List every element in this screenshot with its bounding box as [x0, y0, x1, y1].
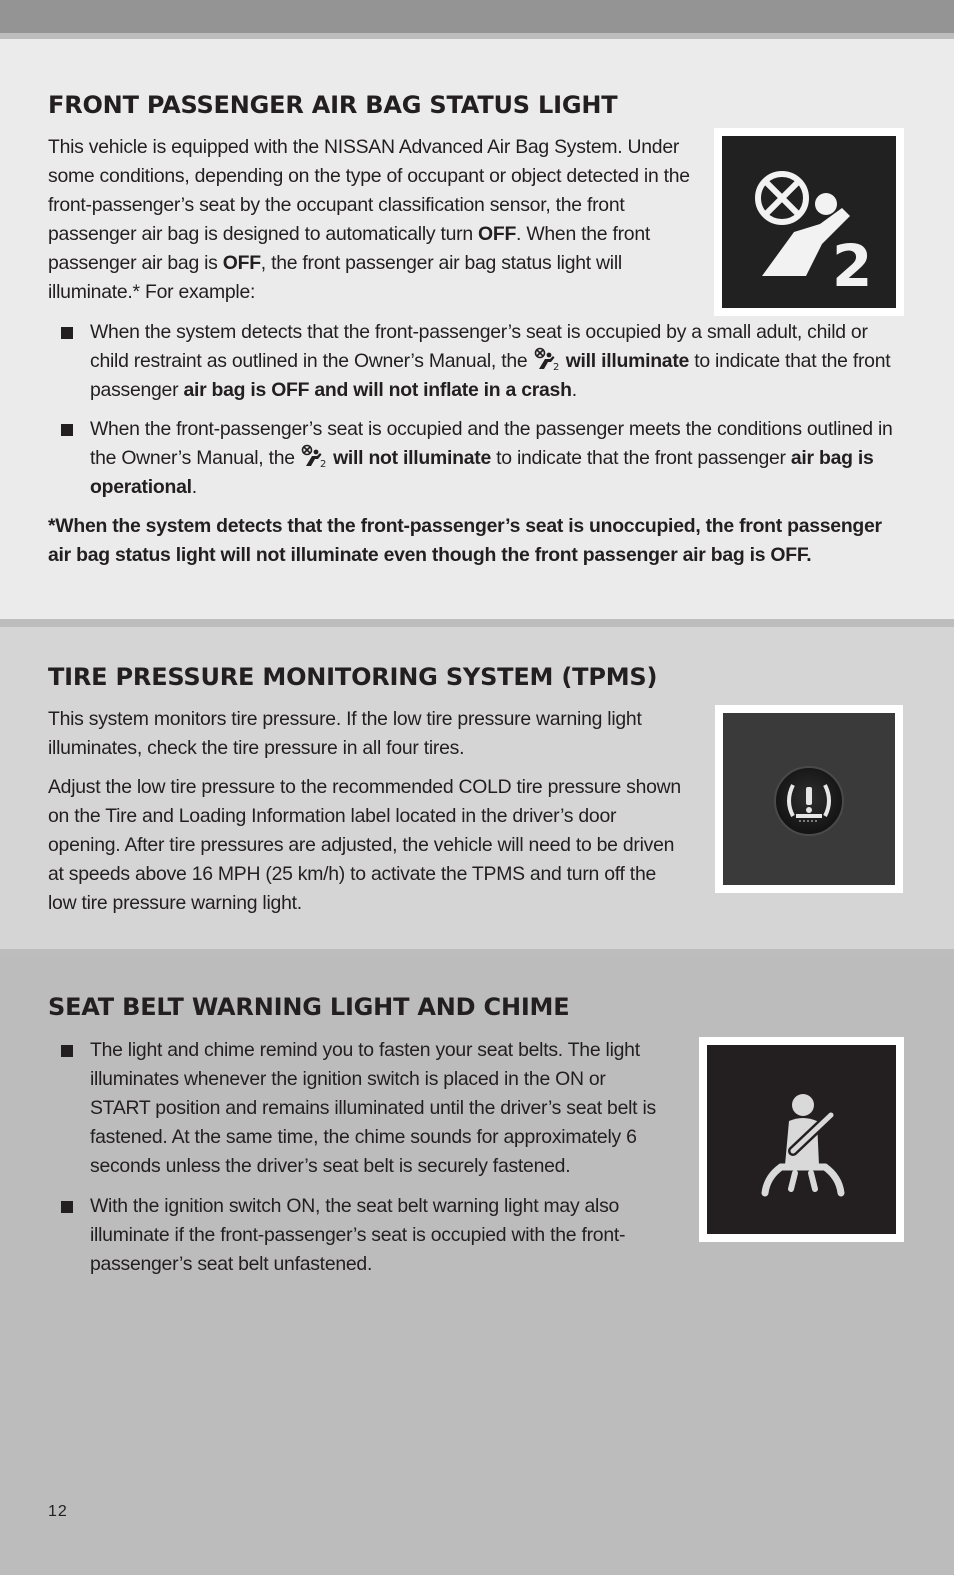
svg-text:2: 2 — [552, 362, 559, 371]
seatbelt-bullet-2: With the ignition switch ON, the seat belt warning light may also illuminate if the front-passenger’s seat is occupied with the front-passenger’s seat belt unfastened. — [90, 1192, 670, 1279]
seatbelt-bullet-1: The light and chime remind you to fasten your seat belts. The light illuminates whenever the ignition switch is placed in the ON or START position and remains illuminated until the driver’s seat belt is fastened. At the same time, the chime sounds for approximately 6 seconds unless the driver’s seat belt is securely fastened. — [90, 1036, 670, 1181]
airbag-note: *When the system detects that the front-passenger’s seat is unoccupied, the front passenger air bag status light will not illuminate even though the front passenger air bag is OFF. — [48, 515, 882, 566]
passenger-airbag-off-icon — [533, 347, 561, 371]
tpms-section — [0, 627, 954, 949]
airbag-intro: This vehicle is equipped with the NISSAN Advanced Air Bag System. Under some conditions, depending on the type of occupant or object detected in the front-passenger’s seat by the occupant classification sensor, the front passenger air bag is designed to automatically turn OFF. When the front passenger air bag is OFF, the front passenger air bag status light will illuminate.* For example: — [48, 136, 690, 303]
airbag-title: FRONT PASSENGER AIR BAG STATUS LIGHT — [48, 91, 618, 119]
seatbelt-light-image — [699, 1037, 904, 1242]
airbag-bullet-1: When the system detects that the front-passenger’s seat is occupied by a small adult, child or child restraint as outlined in the Owner’s Manual, the 2 will illuminate to indicate that the front passenger air bag is OFF and will not inflate in a crash. — [90, 318, 905, 405]
bullet-marker — [61, 424, 73, 436]
seat-belt-warning-icon — [707, 1045, 896, 1234]
seatbelt-title: SEAT BELT WARNING LIGHT AND CHIME — [48, 993, 570, 1021]
svg-text:2: 2 — [319, 459, 327, 468]
tpms-paragraph-1: This system monitors tire pressure. If the low tire pressure warning light illuminates, check the tire pressure in all four tires. — [48, 708, 642, 759]
tpms-light-image — [715, 705, 903, 893]
passenger-airbag-off-icon — [722, 136, 896, 308]
top-bar — [0, 0, 954, 33]
tire-pressure-warning-icon — [723, 713, 895, 885]
passenger-airbag-off-icon — [300, 444, 328, 468]
page-number: 12 — [48, 1503, 68, 1520]
bullet-marker — [61, 1201, 73, 1213]
bullet-marker — [61, 327, 73, 339]
airbag-light-image — [714, 128, 904, 316]
seatbelt-section — [0, 958, 954, 1575]
svg-text:2: 2 — [832, 232, 873, 300]
tpms-paragraph-2: Adjust the low tire pressure to the recommended COLD tire pressure shown on the Tire and Loading Information label located in the driver’s door opening. After tire pressures are adjusted, the vehicle will need to be driven at speeds above 16 MPH (25 km/h) to activate the TPMS and turn off the low tire pressure warning light. — [48, 776, 681, 914]
tpms-title: TIRE PRESSURE MONITORING SYSTEM (TPMS) — [48, 663, 658, 691]
airbag-bullet-2: When the front-passenger’s seat is occupied and the passenger meets the conditions outlined in the Owner’s Manual, the 2 will not illuminate to indicate that the front passenger air bag is operational. — [90, 415, 905, 502]
bullet-marker — [61, 1045, 73, 1057]
airbag-section — [0, 39, 954, 619]
